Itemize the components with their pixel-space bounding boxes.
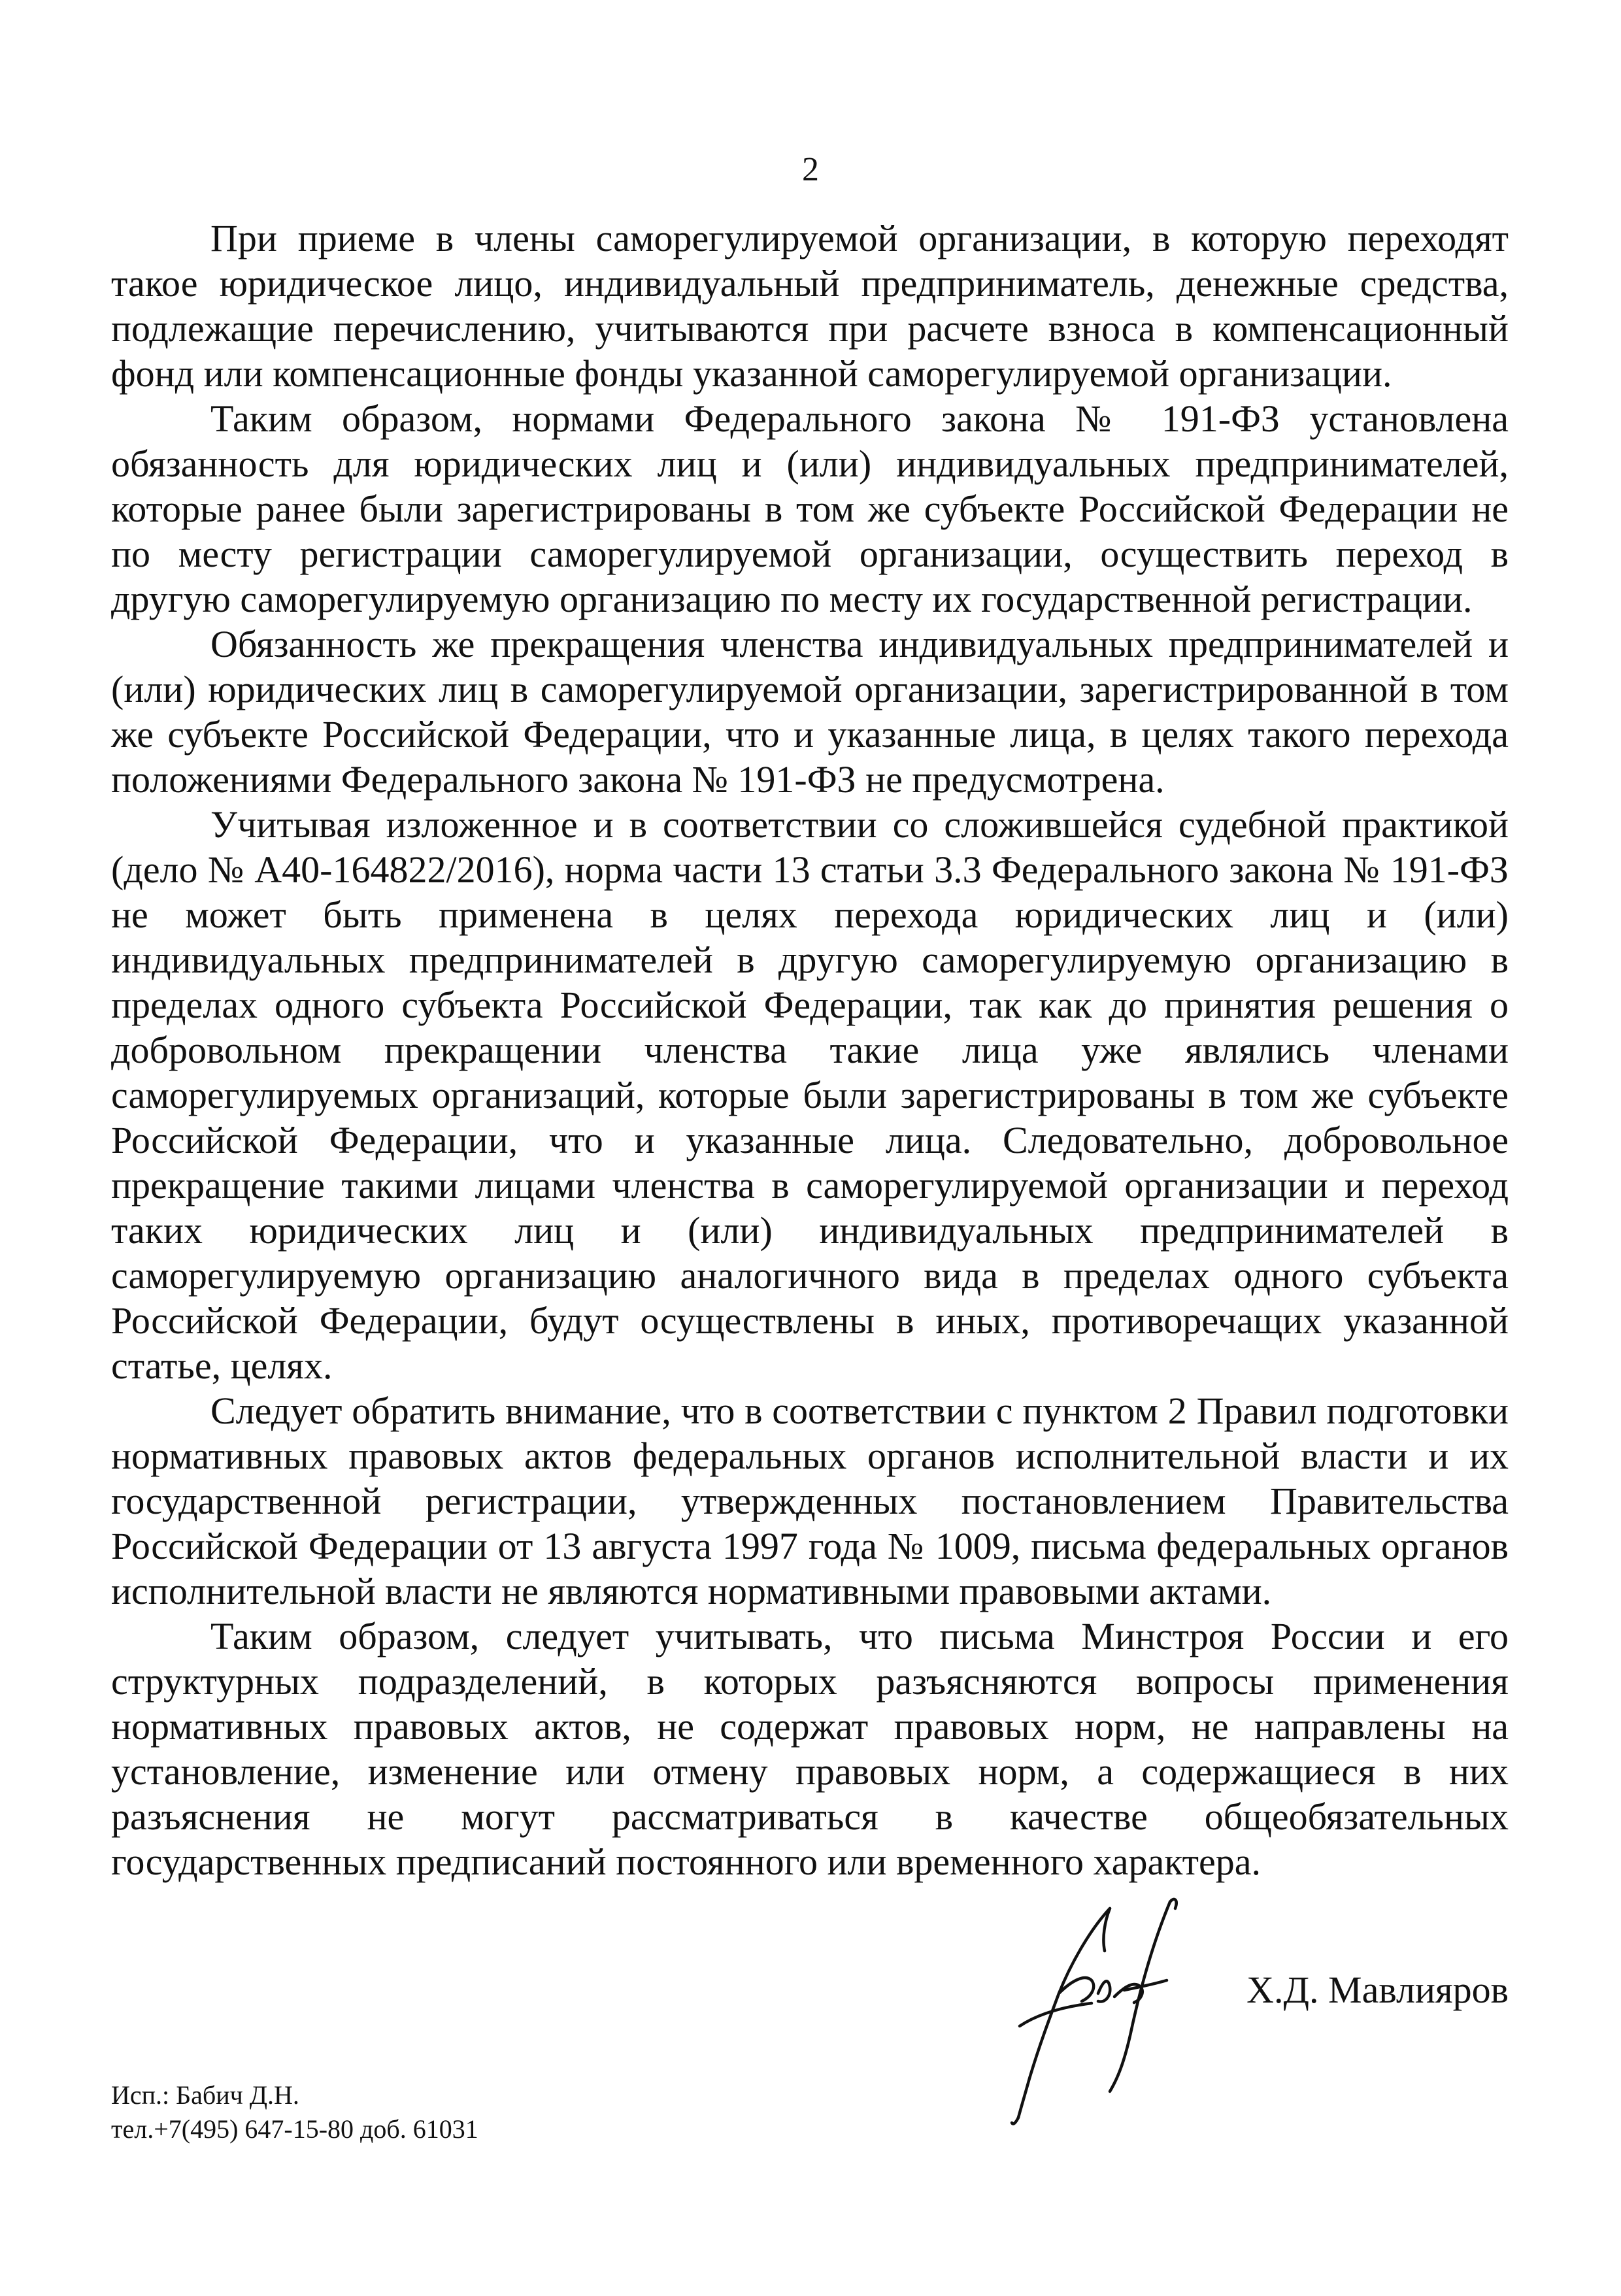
- signer-name: Х.Д. Мавлияров: [1246, 1969, 1509, 2011]
- signature-scribble: [994, 1882, 1268, 2131]
- paragraph: Следует обратить внимание, что в соответствии с пунктом 2 Правил подготовки нормативных правовых актов федеральных органов исполнительной власти и их государственной регистрации, утвержденных постановлением Правительства Российской Федерации от 13 августа 1997 года № 1009, письма федеральных органов исполнительной власти не являются нормативными правовыми актами.: [111, 1389, 1509, 1612]
- executor-name: Исп.: Бабич Д.Н.: [111, 2080, 299, 2110]
- executor-phone: тел.+7(495) 647-15-80 доб. 61031: [111, 2114, 478, 2144]
- paragraph: Обязанность же прекращения членства индивидуальных предпринимателей и (или) юридических лиц в саморегулируемой организации, зарегистрированной в том же субъекте Российской Федерации, что и указанные лица, в целях такого перехода положениями Федерального закона № 191-ФЗ не предусмотрена.: [111, 623, 1509, 801]
- paragraph: При приеме в члены саморегулируемой организации, в которую переходят такое юридическое лицо, индивидуальный предприниматель, денежные средства, подлежащие перечислению, учитываются при расчете взноса в компенсационный фонд или компенсационные фонды указанной саморегулируемой организации.: [111, 217, 1509, 395]
- handwritten-signature: [994, 1882, 1268, 2131]
- paragraph: Таким образом, нормами Федерального закона № 191-ФЗ установлена обязанность для юридических лиц и (или) индивидуальных предпринимателей, которые ранее были зарегистрированы в том же субъекте Российской Федерации не по месту регистрации саморегулируемой организации, осуществить переход в другую саморегулируемую организацию по месту их государственной регистрации.: [111, 397, 1509, 620]
- paragraph: Таким образом, следует учитывать, что письма Минстроя России и его структурных подразделений, в которых разъясняются вопросы применения нормативных правовых актов, не содержат правовых норм, не направлены на установление, изменение или отмену правовых норм, а содержащиеся в них разъяснения не могут рассматриваться в качестве общеобязательных государственных предписаний постоянного или временного характера.: [111, 1615, 1509, 1883]
- paragraph: Учитывая изложенное и в соответствии со сложившейся судебной практикой (дело № А40-164822/2016), норма части 13 статьи 3.3 Федерального закона № 191-ФЗ не может быть применена в целях перехода юридических лиц и (или) индивидуальных предпринимателей в другую саморегулируемую организацию в пределах одного субъекта Российской Федерации, так как до принятия решения о добровольном прекращении членства такие лица уже являлись членами саморегулируемых организаций, которые были зарегистрированы в том же субъекте Российской Федерации, что и указанные лица. Следовательно, добровольное прекращение такими лицами членства в саморегулируемой организации и переход таких юридических лиц и (или) индивидуальных предпринимателей в саморегулируемую организацию аналогичного вида в пределах одного субъекта Российской Федерации, будут осуществлены в иных, противоречащих указанной статье, целях.: [111, 803, 1509, 1387]
- page-number: 2: [802, 151, 819, 188]
- executor-info: [111, 2078, 478, 2146]
- letter-body: [111, 216, 1509, 1884]
